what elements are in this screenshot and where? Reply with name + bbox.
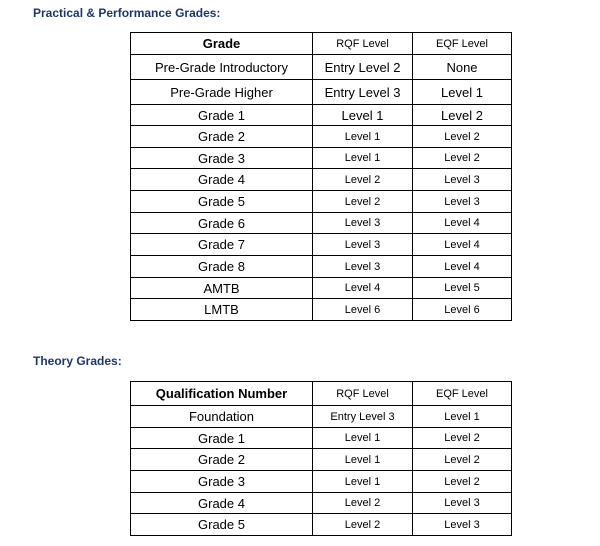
grade-cell: Grade 5 [131,191,313,213]
table-row [131,80,512,105]
grade-cell: Grade 6 [131,213,313,234]
table-row [131,213,512,234]
qualification-cell: Grade 3 [131,471,313,493]
qualification-cell: Grade 5 [131,514,313,536]
eqf-cell: Level 2 [413,148,512,169]
eqf-cell: Level 5 [413,278,512,299]
rqf-cell: Level 3 [313,234,413,256]
grade-cell: Grade 3 [131,148,313,169]
qualification-cell: Grade 2 [131,449,313,471]
grade-cell: Grade 7 [131,234,313,256]
grade-cell: AMTB [131,278,313,299]
grade-cell: Grade 1 [131,105,313,126]
eqf-cell: Level 2 [413,471,512,493]
rqf-cell: Level 1 [313,428,413,449]
eqf-cell: Level 4 [413,213,512,234]
eqf-cell: Level 3 [413,169,512,191]
eqf-cell: Level 3 [413,493,512,514]
header-rqf-level: RQF Level [313,382,413,406]
practical-grades-heading: Practical & Performance Grades: [33,6,221,20]
eqf-cell: Level 2 [413,126,512,148]
table-row [131,126,512,148]
eqf-cell: Level 3 [413,191,512,213]
rqf-cell: Level 1 [313,105,413,126]
eqf-cell: Level 2 [413,428,512,449]
header-qualification-number: Qualification Number [131,382,313,406]
table-row [131,299,512,321]
table-row [131,278,512,299]
qualification-cell: Grade 4 [131,493,313,514]
rqf-cell: Level 1 [313,126,413,148]
eqf-cell: Level 3 [413,514,512,536]
header-eqf-level: EQF Level [413,33,512,55]
header-eqf-level: EQF Level [413,382,512,406]
table-row [131,406,512,428]
table-row [131,428,512,449]
theory-grades-heading: Theory Grades: [33,354,122,368]
header-grade: Grade [131,33,313,55]
grade-cell: Grade 8 [131,256,313,278]
practical-grades-table [130,32,512,321]
table-row [131,191,512,213]
rqf-cell: Level 2 [313,169,413,191]
qualification-cell: Foundation [131,406,313,428]
rqf-cell: Level 2 [313,493,413,514]
table-row [131,234,512,256]
grade-cell: Grade 4 [131,169,313,191]
header-rqf-level: RQF Level [313,33,413,55]
rqf-cell: Entry Level 3 [313,80,413,105]
rqf-cell: Level 2 [313,191,413,213]
table-header-row [131,382,512,406]
eqf-cell: Level 4 [413,234,512,256]
table-row [131,471,512,493]
grade-cell: LMTB [131,299,313,321]
table-row [131,169,512,191]
eqf-cell: Level 1 [413,80,512,105]
rqf-cell: Level 2 [313,514,413,536]
grade-cell: Grade 2 [131,126,313,148]
rqf-cell: Level 1 [313,449,413,471]
eqf-cell: None [413,55,512,80]
table-row [131,105,512,126]
qualification-cell: Grade 1 [131,428,313,449]
grade-cell: Pre-Grade Introductory [131,55,313,80]
rqf-cell: Level 3 [313,256,413,278]
table-row [131,256,512,278]
eqf-cell: Level 2 [413,449,512,471]
theory-grades-table [130,381,512,536]
table-row [131,148,512,169]
eqf-cell: Level 4 [413,256,512,278]
grade-cell: Pre-Grade Higher [131,80,313,105]
rqf-cell: Entry Level 2 [313,55,413,80]
table-header-row [131,33,512,55]
rqf-cell: Level 6 [313,299,413,321]
rqf-cell: Entry Level 3 [313,406,413,428]
rqf-cell: Level 1 [313,471,413,493]
table-row [131,493,512,514]
table-row [131,55,512,80]
table-row [131,514,512,536]
eqf-cell: Level 1 [413,406,512,428]
rqf-cell: Level 3 [313,213,413,234]
table-row [131,449,512,471]
rqf-cell: Level 4 [313,278,413,299]
eqf-cell: Level 6 [413,299,512,321]
rqf-cell: Level 1 [313,148,413,169]
eqf-cell: Level 2 [413,105,512,126]
